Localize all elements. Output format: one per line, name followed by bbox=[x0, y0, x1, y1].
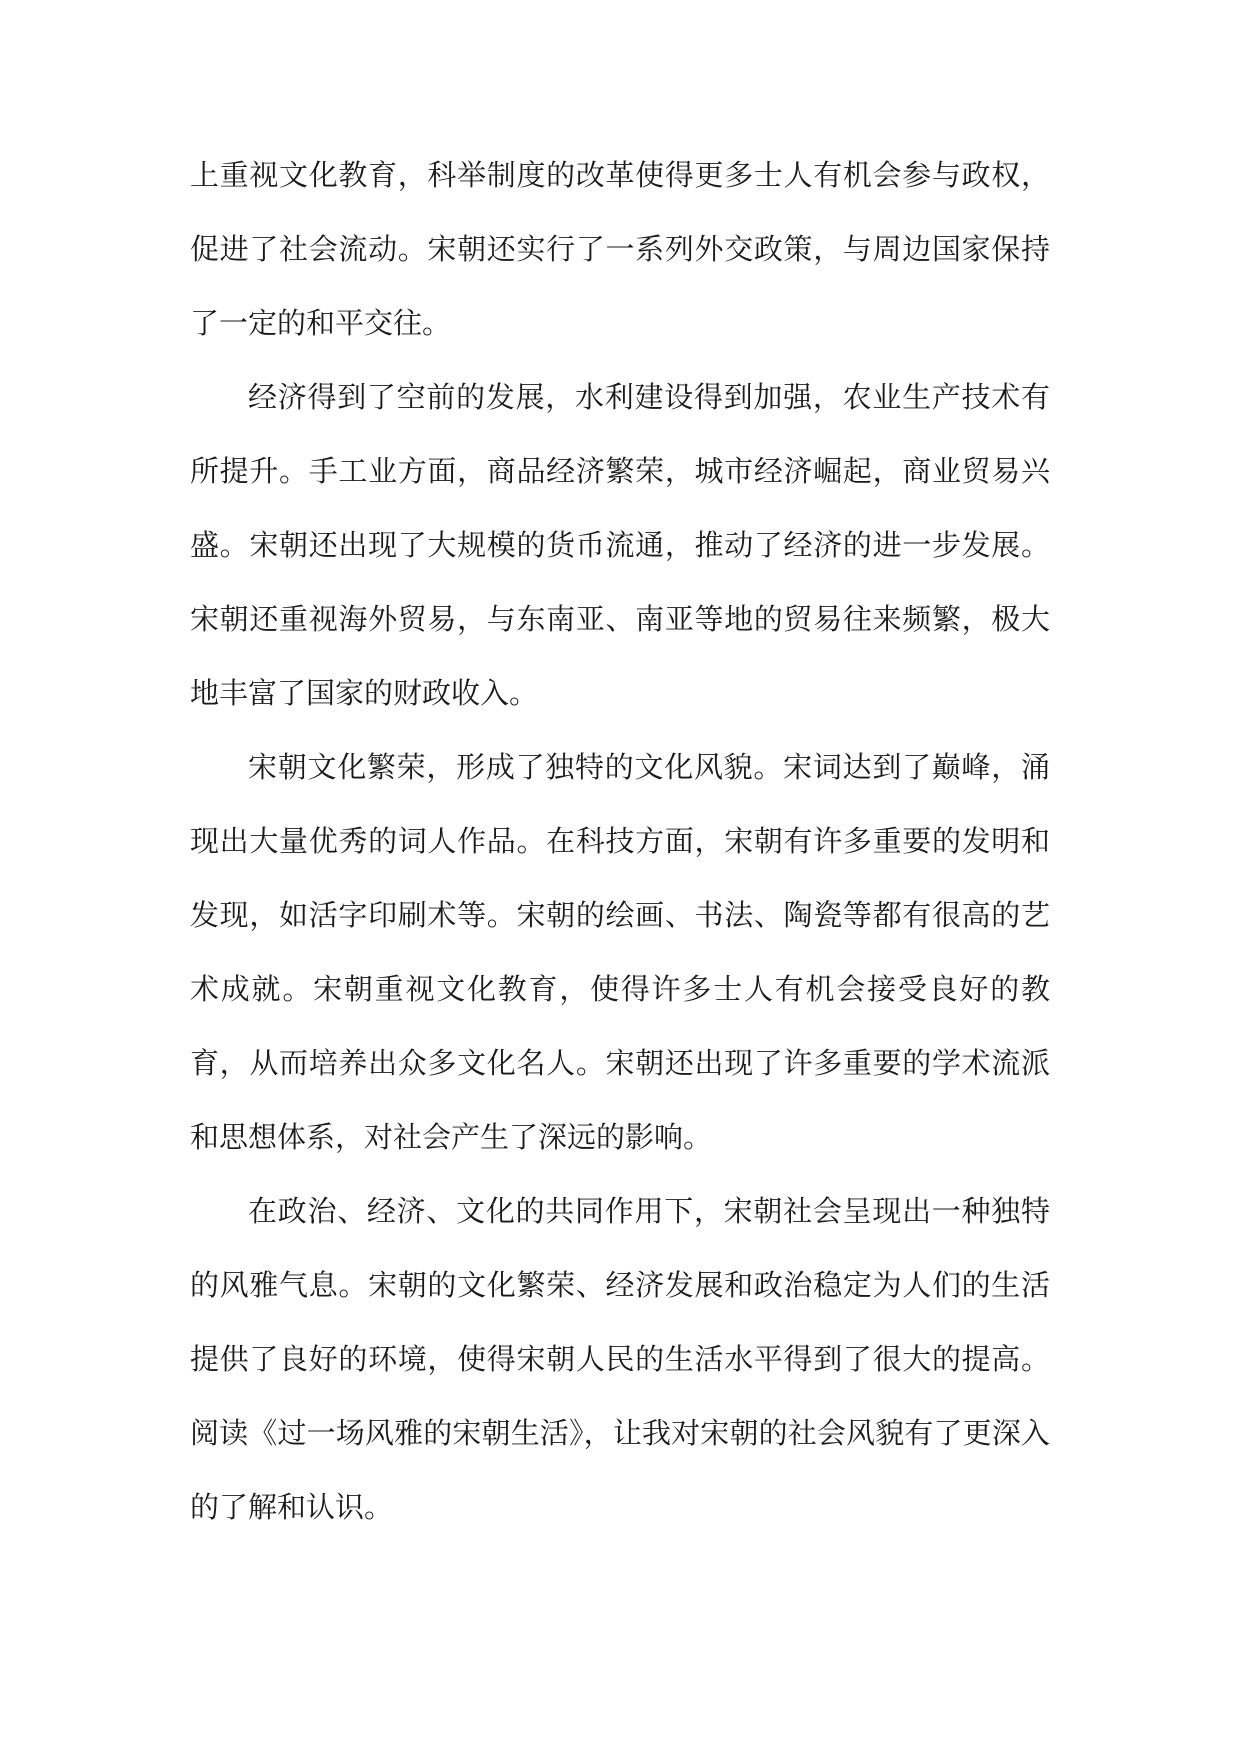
paragraph-economy: 经济得到了空前的发展，水利建设得到加强，农业生产技术有所提升。手工业方面，商品经济繁荣，城市经济崛起，商业贸易兴盛。宋朝还出现了大规模的货币流通，推动了经济的进一步发展。宋朝还重视海外贸易，与东南亚、南亚等地的贸易往来频繁，极大地丰富了国家的财政收入。 bbox=[190, 380, 1050, 710]
paragraph-politics-continued: 上重视文化教育，科举制度的改革使得更多士人有机会参与政权，促进了社会流动。宋朝还实行了一系列外交政策，与周边国家保持了一定的和平交往。 bbox=[190, 158, 1050, 340]
paragraph-conclusion: 在政治、经济、文化的共同作用下，宋朝社会呈现出一种独特的风雅气息。宋朝的文化繁荣、经济发展和政治稳定为人们的生活提供了良好的环境，使得宋朝人民的生活水平得到了很大的提高。阅读《过一场风雅的宋朝生活》，让我对宋朝的社会风貌有了更深入的了解和认识。 bbox=[190, 1194, 1050, 1524]
body-text bbox=[190, 138, 1050, 1544]
paragraph-culture: 宋朝文化繁荣，形成了独特的文化风貌。宋词达到了巅峰，涌现出大量优秀的词人作品。在科技方面，宋朝有许多重要的发明和发现，如活字印刷术等。宋朝的绘画、书法、陶瓷等都有很高的艺术成就。宋朝重视文化教育，使得许多士人有机会接受良好的教育，从而培养出众多文化名人。宋朝还出现了许多重要的学术流派和思想体系，对社会产生了深远的影响。 bbox=[190, 750, 1050, 1154]
